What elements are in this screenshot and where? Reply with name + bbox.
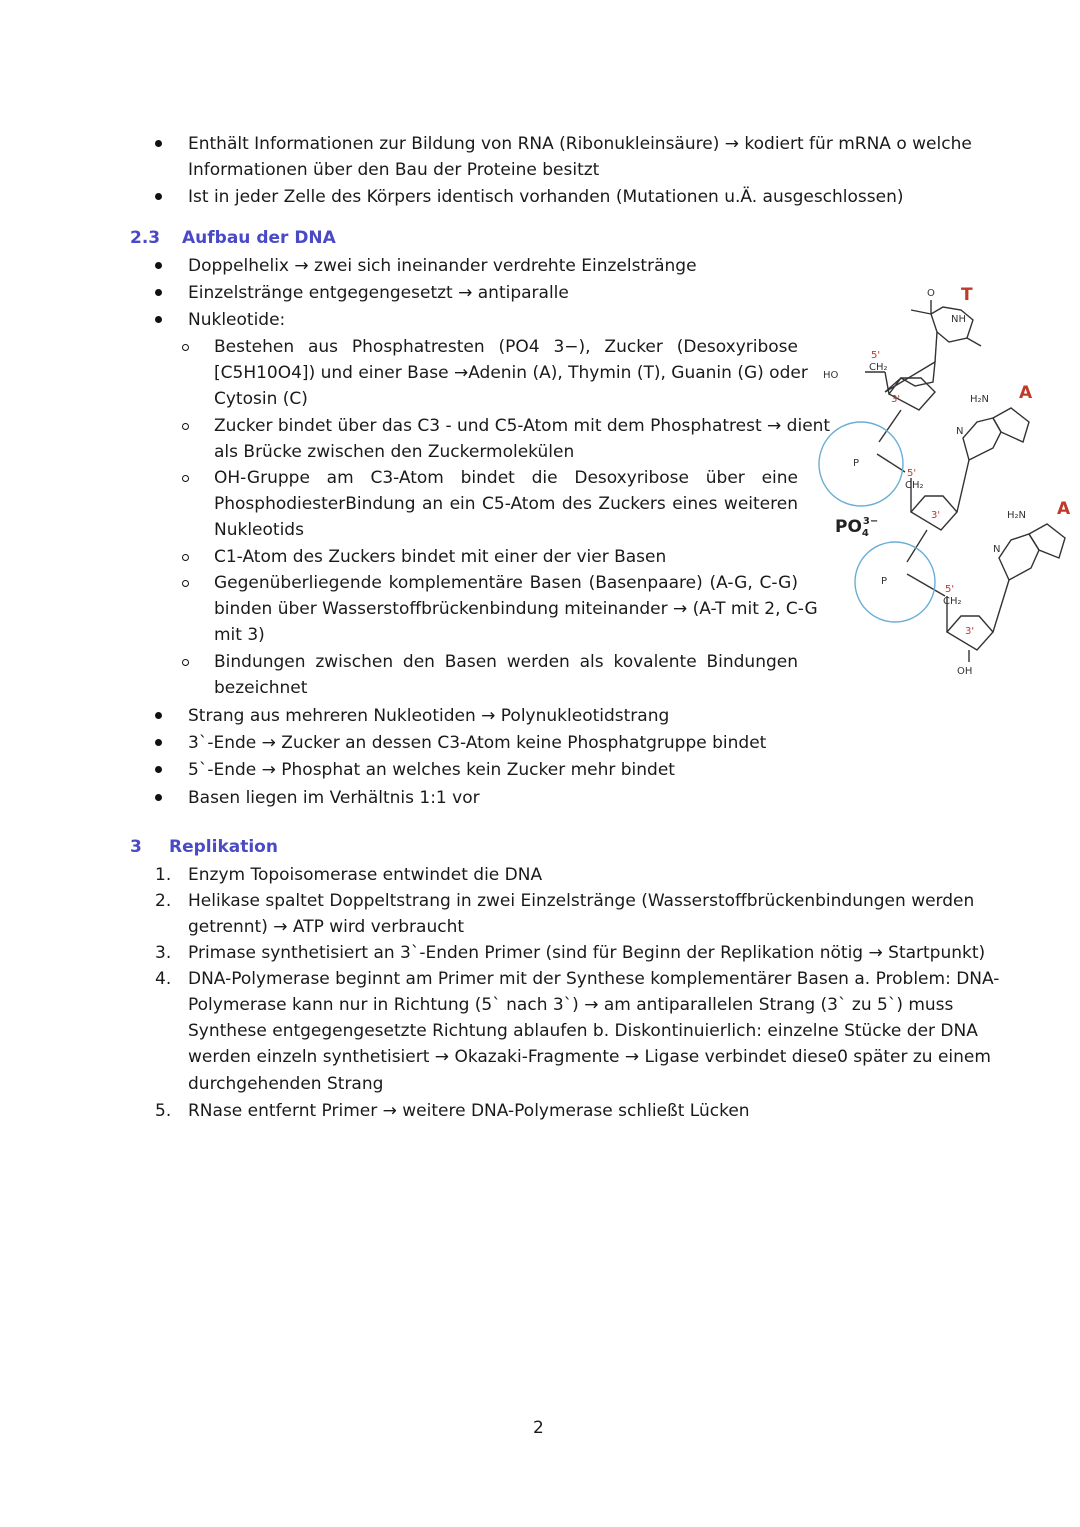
section-number: 3 bbox=[130, 837, 142, 857]
bullet bbox=[155, 739, 162, 746]
sub-item-4: C1-Atom des Zuckers bindet mit einer der vier Basen bbox=[214, 547, 667, 567]
bullet bbox=[155, 316, 162, 323]
phosphate-circle bbox=[819, 422, 903, 506]
sub-item-5-line-1: Gegenüberliegende komplementäre Basen (Basenpaare) (A-G, C-G) bbox=[214, 573, 798, 593]
sub-item-3-line-3: Nukleotids bbox=[214, 520, 304, 540]
sub-bullet bbox=[182, 475, 189, 482]
replication-step-3: Primase synthetisiert an 3`-Enden Primer (sind für Beginn der Replikation nötig → Startpunkt) bbox=[188, 943, 986, 963]
sub-bullet bbox=[182, 423, 189, 430]
list-number: 3. bbox=[155, 943, 172, 963]
list-number: 1. bbox=[155, 865, 172, 885]
base-label-adenine-2: A bbox=[1057, 499, 1071, 519]
prime-3-label: 3' bbox=[965, 626, 975, 637]
bullet bbox=[155, 193, 162, 200]
intro-bullet-2: Ist in jeder Zelle des Körpers identisch vorhanden (Mutationen u.Ä. ausgeschlossen) bbox=[188, 187, 904, 207]
replication-step-2-line-2: getrennt) → ATP wird verbraucht bbox=[188, 917, 465, 937]
sub-item-2-line-2: als Brücke zwischen den Zuckermolekülen bbox=[214, 442, 575, 462]
dna-bullet-3: Nukleotide: bbox=[188, 310, 286, 330]
sub-bullet bbox=[182, 344, 189, 351]
ch2-label: CH₂ bbox=[869, 362, 888, 373]
replication-step-5: RNase entfernt Primer → weitere DNA-Polymerase schließt Lücken bbox=[188, 1101, 750, 1121]
sub-item-5-line-2: binden über Wasserstoffbrückenbindung miteinander → (A-T mit 2, C-G bbox=[214, 599, 818, 619]
replication-step-4-line-1: DNA-Polymerase beginnt am Primer mit der Synthese komplementärer Basen a. Problem: DNA- bbox=[188, 969, 1000, 989]
sub-item-3-line-1: OH-Gruppe am C3-Atom bindet die Desoxyribose über eine bbox=[214, 468, 798, 488]
section-title: Aufbau der DNA bbox=[182, 228, 336, 248]
bullet bbox=[155, 262, 162, 269]
phosphate-label: $PO_43-$ bbox=[835, 516, 879, 539]
section-title: Replikation bbox=[169, 837, 278, 857]
phosphate-sub: 4 bbox=[861, 528, 869, 539]
p-label: P bbox=[881, 576, 888, 587]
dna-bullet-2: Einzelstränge entgegengesetzt → antiparalle bbox=[188, 283, 569, 303]
prime-5-label: 5' bbox=[907, 468, 917, 479]
dna-bullet-5: 3`-Ende → Zucker an dessen C3-Atom keine Phosphatgruppe bindet bbox=[188, 733, 767, 753]
dna-bullet-6: 5`-Ende → Phosphat an welches kein Zucker mehr bindet bbox=[188, 760, 675, 780]
p-label: P bbox=[853, 458, 860, 469]
bullet bbox=[155, 766, 162, 773]
sub-item-1-line-3: Cytosin (C) bbox=[214, 389, 308, 409]
base-label-thymine: T bbox=[961, 285, 973, 305]
replication-step-4-line-3: Synthese entgegengesetzte Richtung ablaufen b. Diskontinuierlich: einzelne Stücke der DNA bbox=[188, 1021, 978, 1041]
intro-bullet-1-line-1: Enthält Informationen zur Bildung von RNA (Ribonukleinsäure) → kodiert für mRNA o welche bbox=[188, 134, 972, 154]
intro-bullet-1-line-2: Informationen über den Bau der Proteine besitzt bbox=[188, 160, 600, 180]
page-number: 2 bbox=[533, 1418, 544, 1438]
prime-3-label: 3' bbox=[891, 394, 901, 405]
sub-bullet bbox=[182, 659, 189, 666]
dna-bullet-4: Strang aus mehreren Nukleotiden → Polynukleotidstrang bbox=[188, 706, 670, 726]
replication-step-4-line-4: werden einzeln synthetisiert → Okazaki-Fragmente → Ligase verbindet diese0 später zu einem bbox=[188, 1047, 991, 1067]
ch2-label: CH₂ bbox=[943, 596, 962, 607]
prime-3-label: 3' bbox=[931, 510, 941, 521]
sub-item-6-line-2: bezeichnet bbox=[214, 678, 308, 698]
ho-label: HO bbox=[823, 370, 839, 381]
sub-item-1-line-2: [C5H10O4]) und einer Base →Adenin (A), Thymin (T), Guanin (G) oder bbox=[214, 363, 808, 383]
sub-item-2-line-1: Zucker bindet über das C3 - und C5-Atom mit dem Phosphatrest → dient bbox=[214, 416, 831, 436]
prime-5-label: 5' bbox=[871, 350, 881, 361]
sub-bullet bbox=[182, 554, 189, 561]
h2n-label: H₂N bbox=[1007, 510, 1027, 521]
list-number: 4. bbox=[155, 969, 172, 989]
phosphate-sup: 3− bbox=[862, 516, 879, 527]
dna-bullet-1: Doppelhelix → zwei sich ineinander verdrehte Einzelstränge bbox=[188, 256, 697, 276]
sub-item-6-line-1: Bindungen zwischen den Basen werden als kovalente Bindungen bbox=[214, 652, 798, 672]
replication-step-4-line-2: Polymerase kann nur in Richtung (5` nach 3`) → am antiparallelen Strang (3` zu 5`) muss bbox=[188, 995, 954, 1015]
h2n-label: H₂N bbox=[970, 394, 990, 405]
list-number: 5. bbox=[155, 1101, 172, 1121]
prime-5-label: 5' bbox=[945, 584, 955, 595]
phosphate-circle bbox=[855, 542, 935, 622]
sub-item-5-line-3: mit 3) bbox=[214, 625, 265, 645]
bullet bbox=[155, 289, 162, 296]
list-number: 2. bbox=[155, 891, 172, 911]
replication-step-2-line-1: Helikase spaltet Doppeltstrang in zwei Einzelstränge (Wasserstoffbrückenbindungen werden bbox=[188, 891, 975, 911]
dna-bullet-7: Basen liegen im Verhältnis 1:1 vor bbox=[188, 788, 480, 808]
bullet bbox=[155, 794, 162, 801]
n-label: N bbox=[956, 426, 964, 437]
n-label: N bbox=[993, 544, 1001, 555]
replication-step-4-line-5: durchgehenden Strang bbox=[188, 1074, 384, 1094]
nh-label: NH bbox=[951, 314, 966, 325]
oh-label: OH bbox=[957, 666, 973, 677]
section-number: 2.3 bbox=[130, 228, 161, 248]
base-label-adenine-1: A bbox=[1019, 383, 1033, 403]
sub-item-3-line-2: PhosphodiesterBindung an ein C5-Atom des Zuckers eines weiteren bbox=[214, 494, 798, 514]
bullet bbox=[155, 712, 162, 719]
dna-nucleotide-structure-diagram bbox=[815, 282, 1080, 682]
sub-bullet bbox=[182, 580, 189, 587]
o-label: O bbox=[927, 288, 935, 299]
sub-item-1-line-1: Bestehen aus Phosphatresten (PO4 3−), Zucker (Desoxyribose bbox=[214, 337, 798, 357]
bullet bbox=[155, 140, 162, 147]
ch2-label: CH₂ bbox=[905, 480, 924, 491]
replication-step-1: Enzym Topoisomerase entwindet die DNA bbox=[188, 865, 543, 885]
